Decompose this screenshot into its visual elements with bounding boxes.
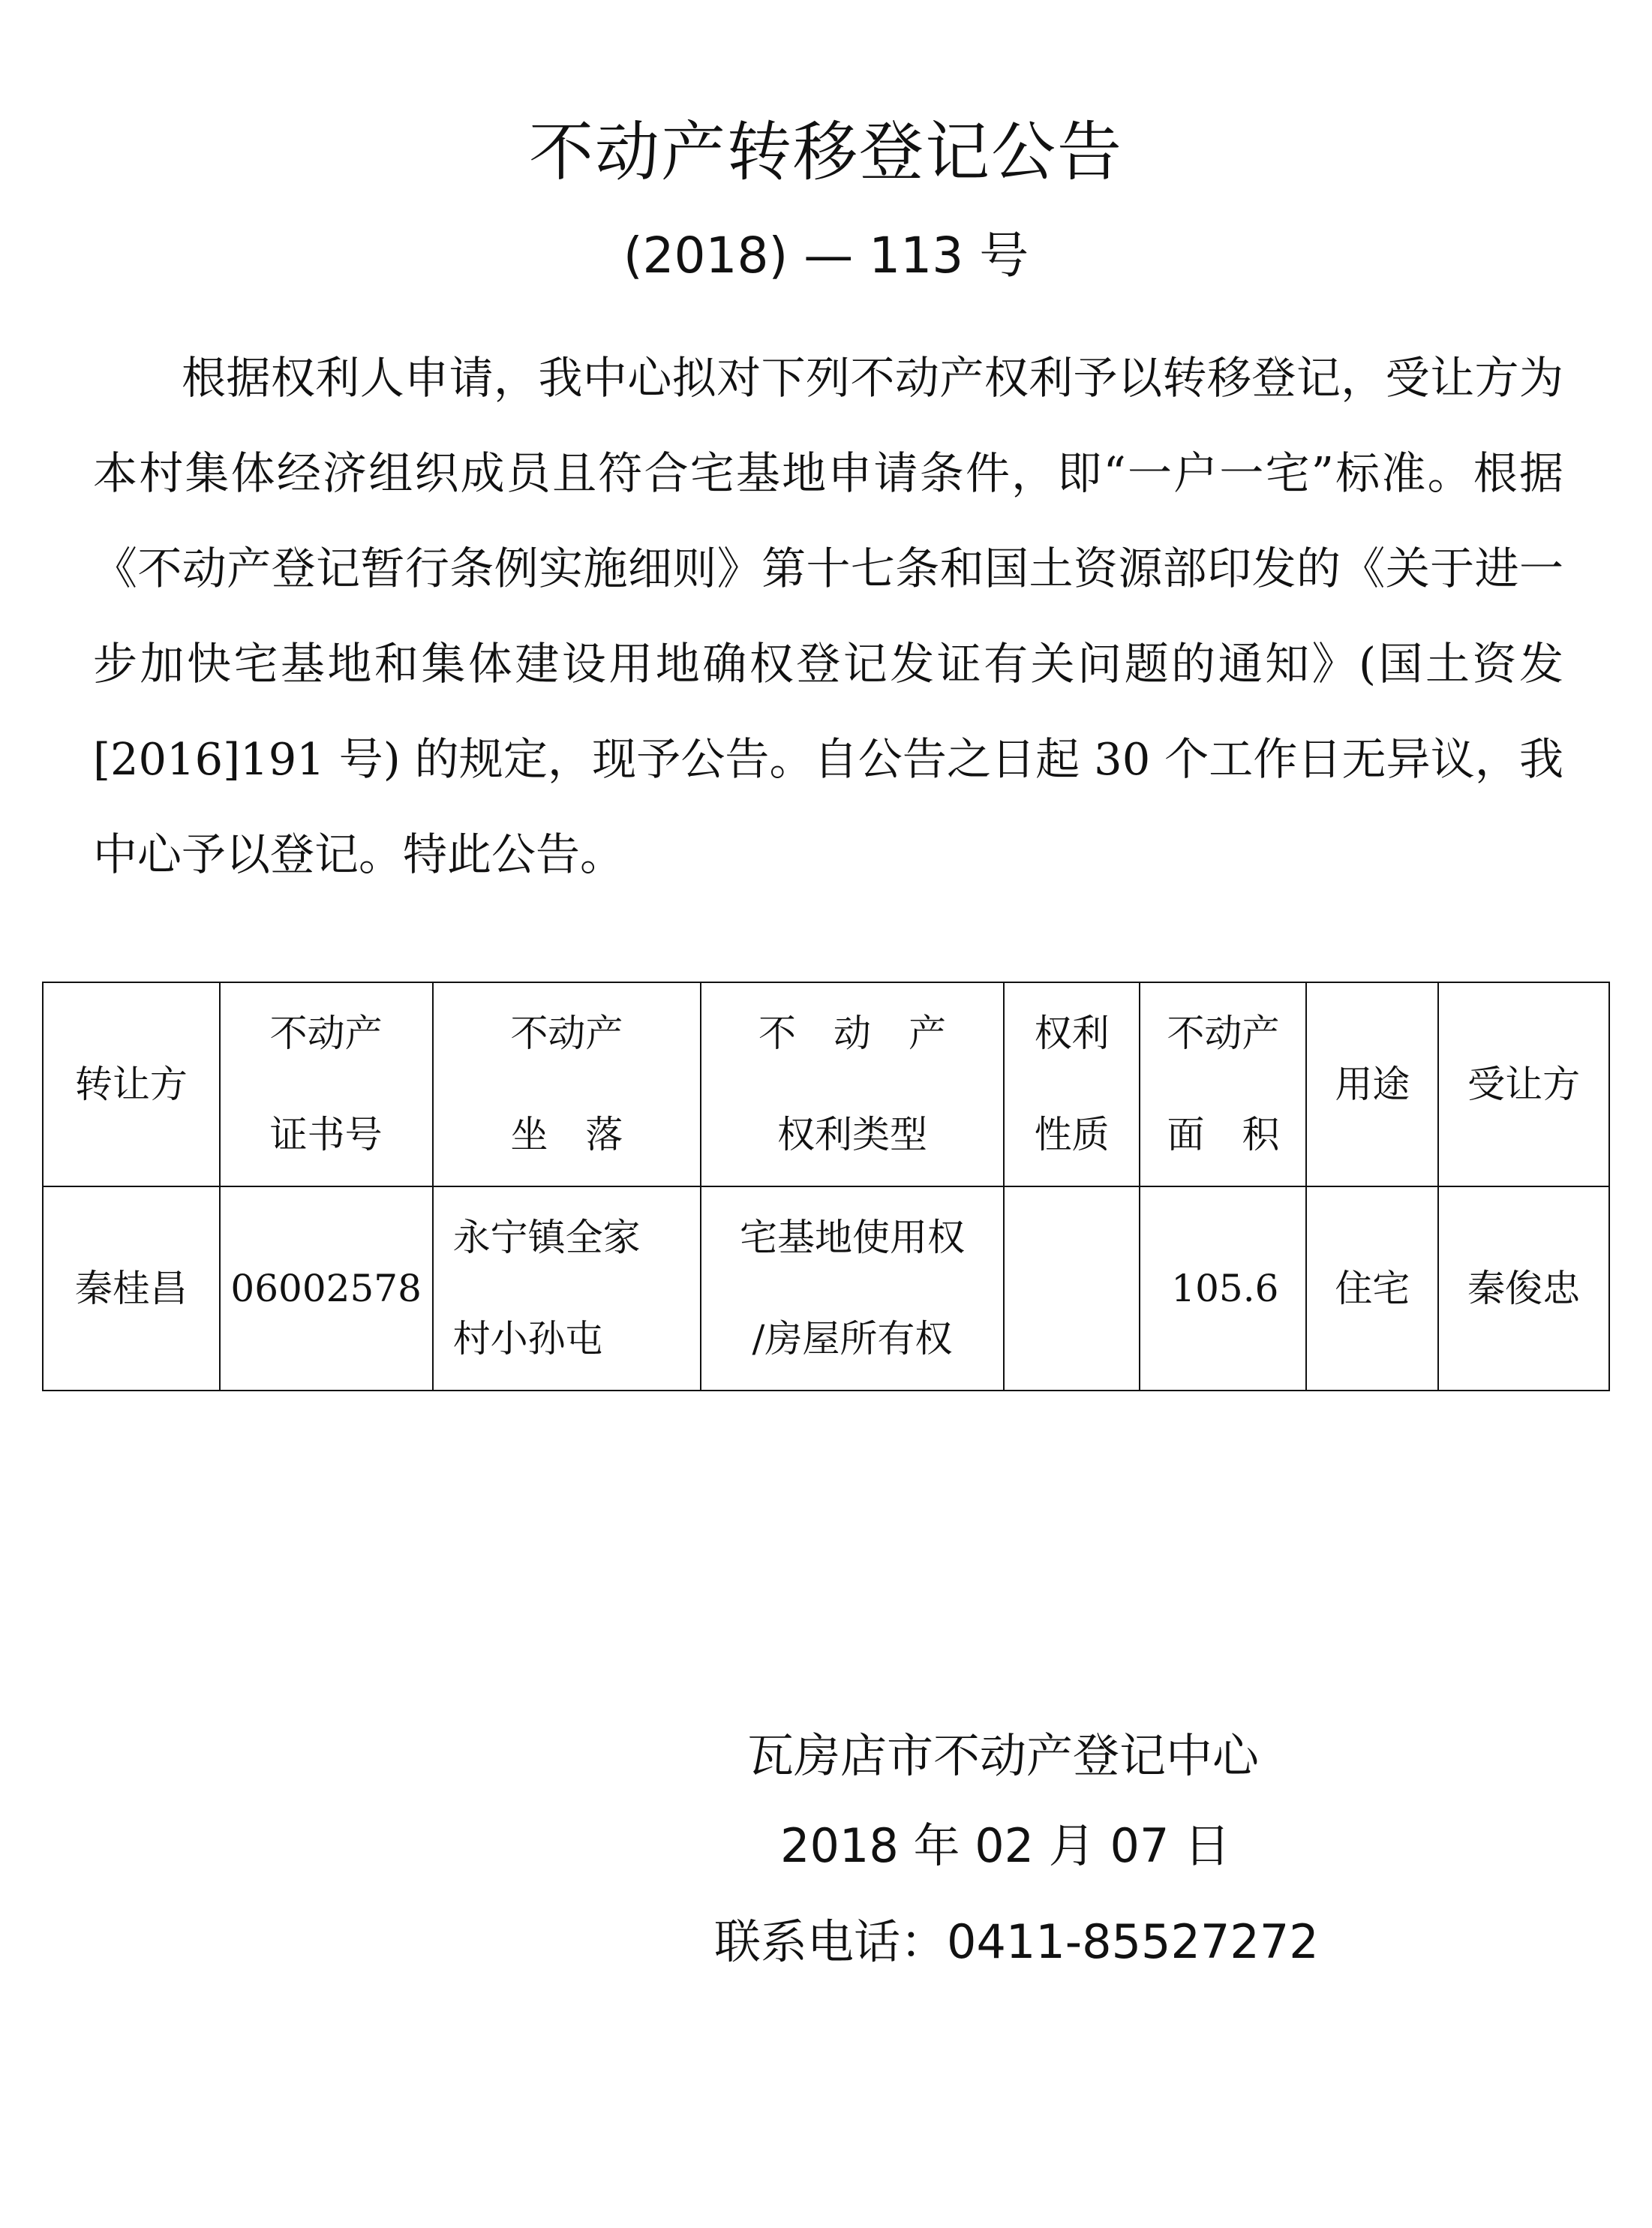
header-transferee: 受让方 xyxy=(1438,982,1609,1186)
cell-transferor: 秦桂昌 xyxy=(43,1186,220,1391)
issuing-organization: 瓦房店市不动产登记中心 xyxy=(747,1728,1260,1783)
cell-transferee: 秦俊忠 xyxy=(1438,1186,1609,1391)
notice-number: (2018) — 113 号 xyxy=(623,227,1029,284)
header-transferor: 转让方 xyxy=(43,982,220,1186)
cell-usage: 住宅 xyxy=(1306,1186,1438,1391)
cell-cert-no: 06002578 xyxy=(220,1186,433,1391)
table-header-row xyxy=(43,982,1609,1186)
header-area: 不动产 面 积 xyxy=(1140,982,1306,1186)
notice-title: 不动产转移登记公告 xyxy=(529,115,1123,190)
contact-phone: 联系电话：0411-85527272 xyxy=(714,1914,1319,1969)
cell-area: 105.6 xyxy=(1140,1186,1306,1391)
header-usage: 用途 xyxy=(1306,982,1438,1186)
cell-right-nature xyxy=(1004,1186,1140,1391)
table-row xyxy=(43,1186,1609,1391)
header-cert-no: 不动产 证书号 xyxy=(220,982,433,1186)
notice-body: 根据权利人申请，我中心拟对下列不动产权利予以转移登记，受让方为本村集体经济组织成员且符合宅基地申请条件，即“一户一宅”标准。根据《不动产登记暂行条例实施细则》第十七条和国土资源部印发的《关于进一步加快宅基地和集体建设用地确权登记发证有关问题的通知》(国土资发[2016]191 号) 的规定，现予公告。自公告之日起 30 个工作日无异议，我中心予以登记。特此公告。 xyxy=(93,352,1563,880)
issue-date: 2018 年 02 月 07 日 xyxy=(780,1818,1231,1873)
cell-right-type: 宅基地使用权 /房屋所有权 xyxy=(701,1186,1003,1391)
header-right-nature: 权利 性质 xyxy=(1004,982,1140,1186)
transfer-table xyxy=(42,982,1610,1391)
cell-location: 永宁镇全家 村小孙屯 xyxy=(433,1186,701,1391)
header-right-type: 不 动 产 权利类型 xyxy=(701,982,1003,1186)
header-location: 不动产 坐 落 xyxy=(433,982,701,1186)
